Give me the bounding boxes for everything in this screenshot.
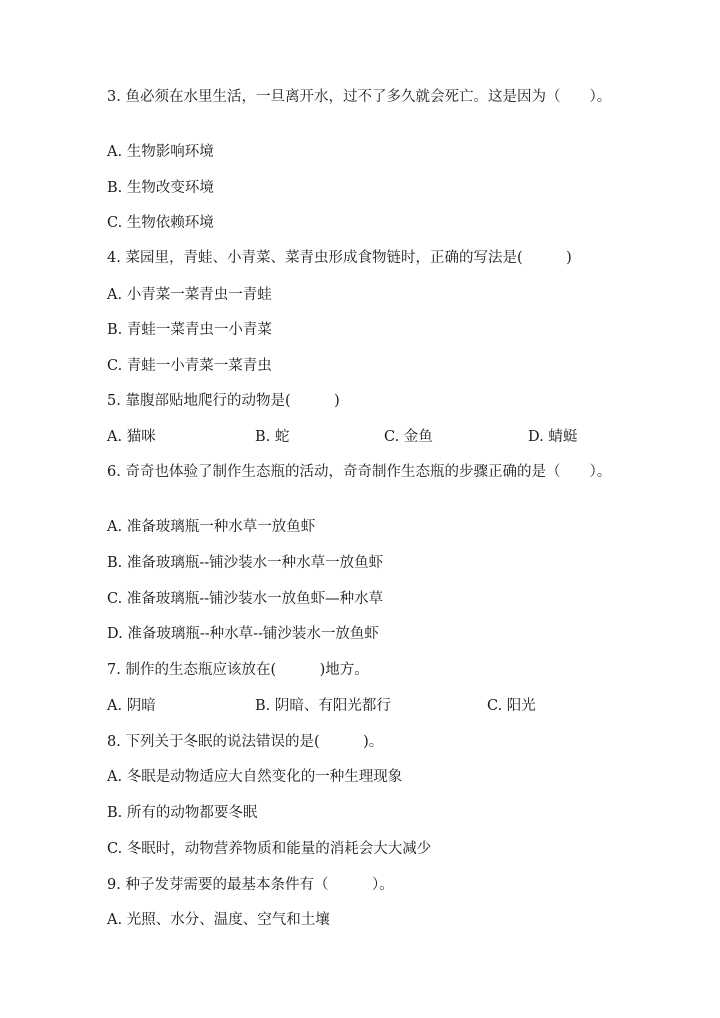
question-8-option-a: A. 冬眠是动物适应大自然变化的一种生理现象 bbox=[107, 769, 403, 785]
question-7-option-a: A. 阴暗 bbox=[107, 698, 156, 714]
question-8-stem: 8. 下列关于冬眠的说法错误的是( )。 bbox=[107, 734, 384, 750]
question-3-option-c: C. 生物依赖环境 bbox=[107, 215, 214, 231]
question-5-option-b: B. 蛇 bbox=[255, 429, 290, 445]
question-7-stem: 7. 制作的生态瓶应该放在( )地方。 bbox=[107, 662, 369, 678]
question-6-option-d: D. 准备玻璃瓶--种水草--铺沙装水一放鱼虾 bbox=[107, 626, 379, 642]
question-4-stem: 4. 菜园里，青蛙、小青菜、菜青虫形成食物链时，正确的写法是( ) bbox=[107, 250, 572, 266]
question-4-option-a: A. 小青菜一菜青虫一青蛙 bbox=[107, 287, 272, 303]
question-9-option-a: A. 光照、水分、温度、空气和土壤 bbox=[107, 912, 330, 928]
question-7-option-b: B. 阴暗、有阳光都行 bbox=[255, 698, 391, 714]
question-6-option-a: A. 准备玻璃瓶一种水草一放鱼虾 bbox=[107, 519, 316, 535]
question-5-option-c: C. 金鱼 bbox=[384, 429, 433, 445]
question-5-option-d: D. 蜻蜓 bbox=[528, 429, 578, 445]
question-9-stem: 9. 种子发芽需要的最基本条件有（ ）。 bbox=[107, 877, 394, 893]
question-7-option-c: C. 阳光 bbox=[487, 698, 536, 714]
question-3-option-b: B. 生物改变环境 bbox=[107, 180, 214, 196]
question-3-option-a: A. 生物影响环境 bbox=[107, 144, 214, 160]
question-6-stem: 6. 奇奇也体验了制作生态瓶的活动，奇奇制作生态瓶的步骤正确的是（ ）。 bbox=[107, 464, 612, 480]
question-8-option-b: B. 所有的动物都要冬眠 bbox=[107, 805, 258, 821]
question-5-stem: 5. 靠腹部贴地爬行的动物是( ) bbox=[107, 393, 340, 409]
question-8-option-c: C. 冬眠时，动物营养物质和能量的消耗会大大减少 bbox=[107, 841, 432, 857]
question-4-option-c: C. 青蛙一小青菜一菜青虫 bbox=[107, 358, 272, 374]
question-5-option-a: A. 猫咪 bbox=[107, 429, 156, 445]
question-6-option-c: C. 准备玻璃瓶--铺沙装水一放鱼虾—种水草 bbox=[107, 591, 384, 607]
question-6-option-b: B. 准备玻璃瓶--铺沙装水一种水草一放鱼虾 bbox=[107, 555, 384, 571]
question-3-stem: 3. 鱼必须在水里生活，一旦离开水，过不了多久就会死亡。这是因为（ ）。 bbox=[107, 89, 612, 105]
question-4-option-b: B. 青蛙一菜青虫一小青菜 bbox=[107, 322, 272, 338]
